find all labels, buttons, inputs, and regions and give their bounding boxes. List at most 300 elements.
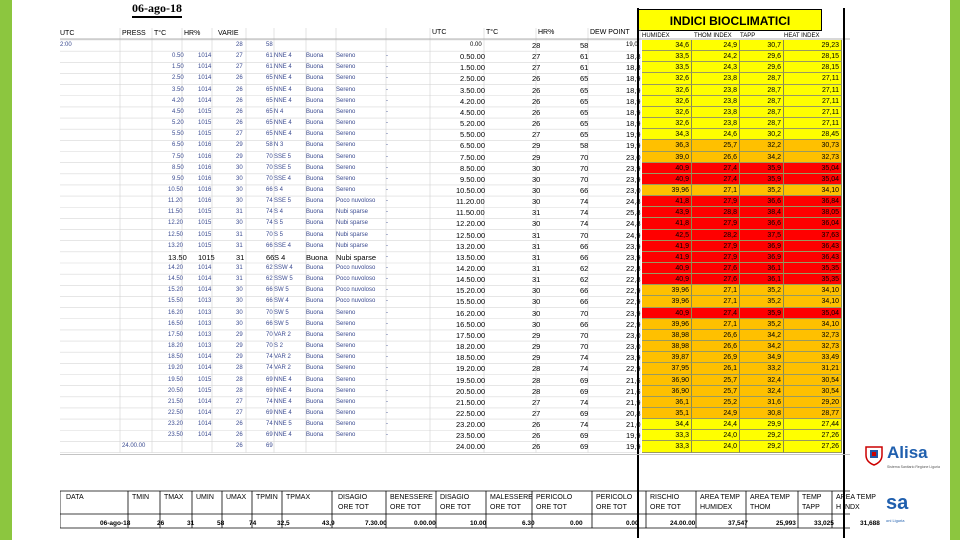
right-utc-cell: 4.20.00 [460,96,486,106]
dew-cell: 22,9 [626,297,641,307]
bio-humidex-cell: 41,8 [642,218,692,229]
press-cell: 1014 [198,287,212,294]
col-header: DEW POINT [590,29,630,36]
sa-wordmark: sa [886,492,909,514]
footer-header: RISCHIO [650,494,680,501]
press-cell: 1014 [198,64,212,71]
sky-cell: Sereno [336,153,356,160]
sky-cell: Sereno [336,53,356,60]
dew-cell: 23,9 [626,353,641,363]
right-temp-cell: 28 [532,41,541,50]
wind-cell: N 3 [274,142,284,149]
right-hr-cell: 70 [580,174,589,184]
right-utc-cell: 20.50.00 [456,386,486,396]
bio-heat-cell: 30,54 [784,386,842,397]
hr-cell: 65 [266,120,273,127]
sky-cell: Sereno [336,376,356,383]
press-cell: 1014 [198,409,212,416]
bio-tapp-cell: 35,2 [740,285,784,296]
temp-cell: 28 [236,376,243,383]
temp-cell: 28 [236,365,243,372]
sky-cell: Nubi sparse [336,242,369,249]
utc-cell: 21.50 [168,398,184,405]
utc-cell: 22.50 [168,409,184,416]
table-row [60,107,850,118]
bio-thom-cell: 27,9 [692,218,740,229]
footer-header: PERICOLO [596,494,633,501]
utc-cell: 17.50 [168,331,184,338]
dash-cell: - [386,108,388,115]
temp-cell: 31 [236,276,243,283]
right-utc-cell: 14.50.00 [456,275,486,285]
bio-tapp-cell: 35,9 [740,308,784,319]
press-cell: 1014 [198,354,212,361]
bio-tapp-cell: 35,9 [740,163,784,174]
right-temp-cell: 27 [532,130,541,140]
right-temp-cell: 28 [532,386,541,396]
bio-thom-cell: 25,7 [692,140,740,151]
right-accent-bar [950,0,960,540]
bio-heat-cell: 36,04 [784,218,842,229]
bio-thom-cell: 27,1 [692,285,740,296]
right-temp-cell: 30 [532,319,541,329]
bio-tapp-cell: 30,2 [740,129,784,140]
dash-cell: - [386,231,388,238]
dash-cell: - [386,320,388,327]
hr-cell: 69 [266,409,273,416]
hr-cell: 70 [266,164,273,171]
bio-heat-cell: 34,10 [784,285,842,296]
bio-thom-cell: 27,9 [692,252,740,263]
bio-tapp-cell: 35,2 [740,296,784,307]
bio-humidex-cell: 32,6 [642,85,692,96]
right-utc-cell: 14.20.00 [456,264,486,273]
bio-heat-cell: 30,73 [784,140,842,151]
right-temp-cell: 27 [532,52,541,62]
dew-cell: 23,9 [626,174,641,184]
footer-header: TMIN [132,494,150,501]
footer-header: UMAX [226,494,247,501]
col-header: T°C [486,29,499,36]
bio-tapp-cell: 31,6 [740,397,784,408]
hr-cell: 66 [266,242,273,249]
table-row [60,319,850,330]
bio-humidex-cell: 32,6 [642,73,692,84]
right-temp-cell: 30 [532,308,541,318]
footer-subheader: THOM [750,504,771,511]
bio-humidex-cell: 41,9 [642,252,692,263]
right-hr-cell: 69 [580,375,589,385]
right-temp-cell: 26 [532,420,541,430]
bio-heat-cell: 27,26 [784,441,842,452]
footer-value: 31,688 [860,520,880,527]
dew-cell: 22,9 [626,364,641,374]
bio-thom-cell: 24,6 [692,129,740,140]
right-hr-cell: 74 [580,364,589,374]
dash-cell: - [386,365,388,372]
dew-cell: 23,9 [626,241,641,251]
temp-cell: 31 [236,231,243,238]
table-row [60,263,850,274]
wind-cell: VAR 2 [274,365,291,372]
temp-cell: 26 [236,97,243,104]
visibility-cell: Buona [306,409,324,416]
press-cell: 1013 [198,331,212,338]
bio-tapp-cell: 36,9 [740,241,784,252]
utc-cell: 11.20 [168,198,183,205]
visibility-cell: Buona [306,421,324,428]
bio-heat-cell: 36,84 [784,196,842,207]
press-cell: 1013 [198,343,212,350]
visibility-cell: Buona [306,53,324,60]
wind-cell: NNE 4 [274,120,292,127]
wind-cell: SW 5 [274,287,289,294]
hr-cell: 65 [266,75,273,82]
dash-cell: - [386,164,388,171]
hr-cell: 62 [266,265,273,271]
dew-cell: 23,9 [626,252,641,262]
visibility-cell: Buona [306,198,324,205]
press-cell: 1015 [198,220,212,227]
visibility-cell: Buona [306,97,324,104]
right-utc-cell: 3.50.00 [460,85,486,95]
temp-cell: 28 [236,387,243,394]
bio-humidex-cell: 41,9 [642,241,692,252]
bio-humidex-cell: 32,6 [642,107,692,118]
right-utc-cell: 8.50.00 [460,163,486,173]
press-cell: 1015 [198,387,212,394]
utc-cell: 4.50 [172,108,184,115]
bio-heat-cell: 35,04 [784,174,842,185]
right-utc-cell: 5.50.00 [460,130,486,140]
utc-cell: 19.20 [168,365,184,372]
bio-humidex-cell: 40,9 [642,174,692,185]
right-hr-cell: 69 [580,431,589,441]
sky-cell: Sereno [336,387,356,394]
temp-cell: 26 [236,86,243,93]
temp-cell: 26 [236,432,243,439]
bio-heat-cell: 36,43 [784,241,842,252]
dash-cell: - [386,64,388,71]
right-temp-cell: 30 [532,163,541,173]
right-hr-cell: 65 [580,107,589,117]
footer-header: TPMIN [256,494,278,501]
wind-cell: NNE 5 [274,421,292,428]
utc-cell: 18.50 [168,354,184,361]
right-hr-cell: 70 [580,308,589,318]
right-hr-cell: 70 [580,230,589,240]
hr-cell: 61 [266,64,273,71]
utc-cell: 16.20 [168,309,184,316]
wind-cell: SSW 5 [274,276,293,283]
dash-cell: - [386,421,388,428]
dew-cell: 19,9 [626,141,641,151]
dew-cell: 23,0 [626,330,641,340]
bio-thom-cell: 24,9 [692,408,740,419]
sky-cell: Sereno [336,398,356,405]
wind-cell: S 4 [274,209,284,216]
sky-cell: Poco nuvoloso [336,298,376,305]
footer-subheader: ORE TOT [338,504,369,511]
temp-cell: 28 [236,42,243,48]
footer-header: UMIN [196,494,214,501]
right-utc-cell: 11.50.00 [456,208,485,218]
table-row [60,163,850,174]
utc-cell: 13.50 [168,252,187,262]
utc-cell: 23.20 [168,421,184,428]
sky-cell: Nubi sparse [336,209,369,216]
dash-cell: - [386,198,388,205]
right-temp-cell: 26 [532,431,541,441]
bio-humidex-cell: 35,1 [642,408,692,419]
visibility-cell: Buona [306,252,328,262]
bio-humidex-cell: 39,96 [642,185,692,196]
hr-cell: 70 [266,175,273,182]
right-temp-cell: 31 [532,230,541,240]
sky-cell: Sereno [336,309,356,316]
right-utc-cell: 6.50.00 [460,141,486,151]
bio-heat-cell: 27,11 [784,96,842,107]
visibility-cell: Buona [306,142,324,149]
sky-cell: Sereno [336,164,356,171]
bio-thom-cell: 23,8 [692,73,740,84]
wind-cell: S 5 [274,220,284,227]
bio-tapp-cell: 36,9 [740,252,784,263]
visibility-cell: Buona [306,276,324,283]
right-hr-cell: 62 [580,275,589,285]
dash-cell: - [386,343,388,350]
bio-tapp-cell: 30,7 [740,40,784,51]
sky-cell: Sereno [336,409,356,416]
visibility-cell: Buona [306,376,324,383]
hr-cell: 69 [266,443,273,450]
visibility-cell: Buona [306,343,324,350]
bio-tapp-cell: 35,9 [740,174,784,185]
table-row [60,363,850,374]
sky-cell: Sereno [336,343,356,350]
wind-cell: NNE 4 [274,97,292,104]
bio-tapp-cell: 38,4 [740,207,784,218]
utc-cell: 14.50 [168,276,184,283]
dash-cell: - [386,276,388,283]
utc-cell: 19.50 [168,376,184,383]
hr-cell: 62 [266,276,273,283]
sky-cell: Sereno [336,97,356,104]
dash-cell: - [386,120,388,127]
bio-humidex-cell: 32,6 [642,96,692,107]
col-header: UTC [432,29,447,36]
dash-cell: - [386,331,388,338]
table-row [60,419,850,430]
bio-heat-cell: 29,20 [784,397,842,408]
right-hr-cell: 69 [580,442,589,452]
press-cell: 1016 [198,175,212,182]
bio-thom-cell: 24,9 [692,40,740,51]
temp-cell: 30 [236,198,243,205]
table-row [60,386,850,397]
dash-cell: - [386,142,388,149]
right-utc-cell: 13.20.00 [456,241,486,251]
utc-cell: 12.50 [168,231,184,238]
bio-tapp-cell: 37,5 [740,230,784,241]
dew-cell: 25,8 [626,208,641,218]
utc-cell: 8.50 [172,164,184,171]
bio-humidex-cell: 36,90 [642,375,692,386]
sky-cell: Poco nuvoloso [336,287,376,294]
footer-subheader: ORE TOT [536,504,567,511]
footer-header: DATA [66,494,84,501]
right-temp-cell: 31 [532,241,541,251]
bio-heat-cell: 38,05 [784,207,842,218]
bio-heat-cell: 28,15 [784,62,842,73]
press-cell: 1015 [198,376,212,383]
col-header: TAPP [740,33,756,39]
temp-cell: 26 [236,120,243,127]
right-utc-cell: 4.50.00 [460,107,486,117]
right-hr-cell: 61 [580,52,589,62]
dash-cell: - [386,376,388,383]
right-temp-cell: 27 [532,408,541,418]
bio-heat-cell: 29,23 [784,40,842,51]
dew-cell: 22,9 [626,319,641,329]
right-utc-cell: 13.50.00 [456,252,486,262]
utc-cell: 16.50 [168,320,184,327]
summary-footer [60,488,880,540]
temp-cell: 29 [236,343,243,350]
footer-header: DISAGIO [440,494,470,501]
visibility-cell: Buona [306,231,324,238]
dew-cell: 18,9 [626,107,641,117]
sky-cell: Sereno [336,421,356,428]
sky-cell: Sereno [336,86,356,93]
visibility-cell: Buona [306,331,324,338]
bio-thom-cell: 23,8 [692,118,740,129]
press-cell: 1013 [198,298,212,305]
right-utc-cell: 16.20.00 [456,308,486,318]
footer-subheader: HUMIDEX [700,504,733,511]
utc-cell: 5.20 [172,120,184,127]
visibility-cell: Buona [306,220,324,227]
bio-heat-cell: 34,10 [784,185,842,196]
temp-cell: 29 [236,331,243,338]
bio-humidex-cell: 36,90 [642,386,692,397]
footer-value: 10.00 [470,520,487,527]
bio-humidex-cell: 39,87 [642,352,692,363]
press-cell: 1014 [198,97,212,104]
bio-tapp-cell: 34,2 [740,152,784,163]
sa-subtitle: oni Liguria [886,518,905,523]
visibility-cell: Buona [306,387,324,394]
visibility-cell: Buona [306,86,324,93]
right-utc-cell: 22.50.00 [456,408,486,418]
dew-cell: 23,9 [626,163,641,173]
table-row [60,185,850,196]
temp-cell: 31 [236,265,243,271]
press-cell: 1014 [198,265,212,271]
table-row [60,330,850,341]
hr-cell: 65 [266,97,273,104]
bio-humidex-cell: 40,9 [642,308,692,319]
visibility-cell: Buona [306,120,324,127]
utc-cell: 4.20 [172,97,184,104]
press-cell: 1013 [198,320,212,327]
bio-humidex-cell: 34,3 [642,129,692,140]
dew-cell: 24,8 [626,197,641,207]
bio-tapp-cell: 28,7 [740,107,784,118]
wind-cell: S 2 [274,343,284,350]
bio-humidex-cell: 39,96 [642,285,692,296]
press-cell: 1014 [198,86,212,93]
sky-cell: Sereno [336,142,356,149]
bio-thom-cell: 25,2 [692,397,740,408]
hr-cell: 70 [266,153,273,160]
bio-thom-cell: 27,1 [692,319,740,330]
press-cell: 1015 [198,242,212,249]
date-title: 06-ago-18 [132,1,182,16]
hr-cell: 65 [266,86,273,93]
dew-cell: 21,0 [626,420,641,430]
bio-humidex-cell: 38,98 [642,330,692,341]
bio-heat-cell: 27,11 [784,118,842,129]
table-row [60,129,850,140]
utc-cell: 3.50 [172,86,184,93]
bio-tapp-cell: 34,2 [740,341,784,352]
visibility-cell: Buona [306,298,324,305]
footer-value: 31 [187,520,195,527]
footer-grid [60,488,850,540]
temp-cell: 27 [236,53,243,60]
bio-heat-cell: 27,11 [784,85,842,96]
table-row [60,62,850,73]
bio-heat-cell: 35,04 [784,308,842,319]
bio-humidex-cell: 33,3 [642,441,692,452]
bio-tapp-cell: 29,6 [740,62,784,73]
right-temp-cell: 29 [532,152,541,162]
sky-cell: Sereno [336,432,356,439]
dew-cell: 20,8 [626,408,641,418]
footer-value: 37,547 [728,520,748,527]
right-hr-cell: 70 [580,152,589,162]
utc-cell: 9.50 [172,175,184,182]
right-hr-cell: 58 [580,41,589,50]
dew-cell: 18,9 [626,119,641,129]
wind-cell: S 5 [274,231,284,238]
bio-thom-cell: 26,6 [692,330,740,341]
dash-cell: - [386,287,388,294]
bio-thom-cell: 23,8 [692,107,740,118]
footer-header: AREA TEMP [750,494,790,501]
visibility-cell: Buona [306,242,324,249]
table-row [60,296,850,307]
table-row [60,218,850,229]
right-utc-cell: 2.50.00 [460,74,486,84]
wind-cell: NNE 4 [274,131,292,138]
dash-cell: - [386,153,388,160]
right-temp-cell: 28 [532,364,541,374]
right-utc-cell: 1.50.00 [460,63,486,73]
bio-tapp-cell: 36,1 [740,263,784,274]
visibility-cell: Buona [306,432,324,439]
right-hr-cell: 70 [580,163,589,173]
wind-cell: NNE 4 [274,398,292,405]
right-hr-cell: 66 [580,185,589,195]
right-hr-cell: 74 [580,208,589,218]
temp-cell: 27 [236,409,243,416]
right-temp-cell: 29 [532,342,541,352]
table-row [60,397,850,408]
hr-cell: 66 [266,320,273,327]
hr-cell: 69 [266,432,273,439]
